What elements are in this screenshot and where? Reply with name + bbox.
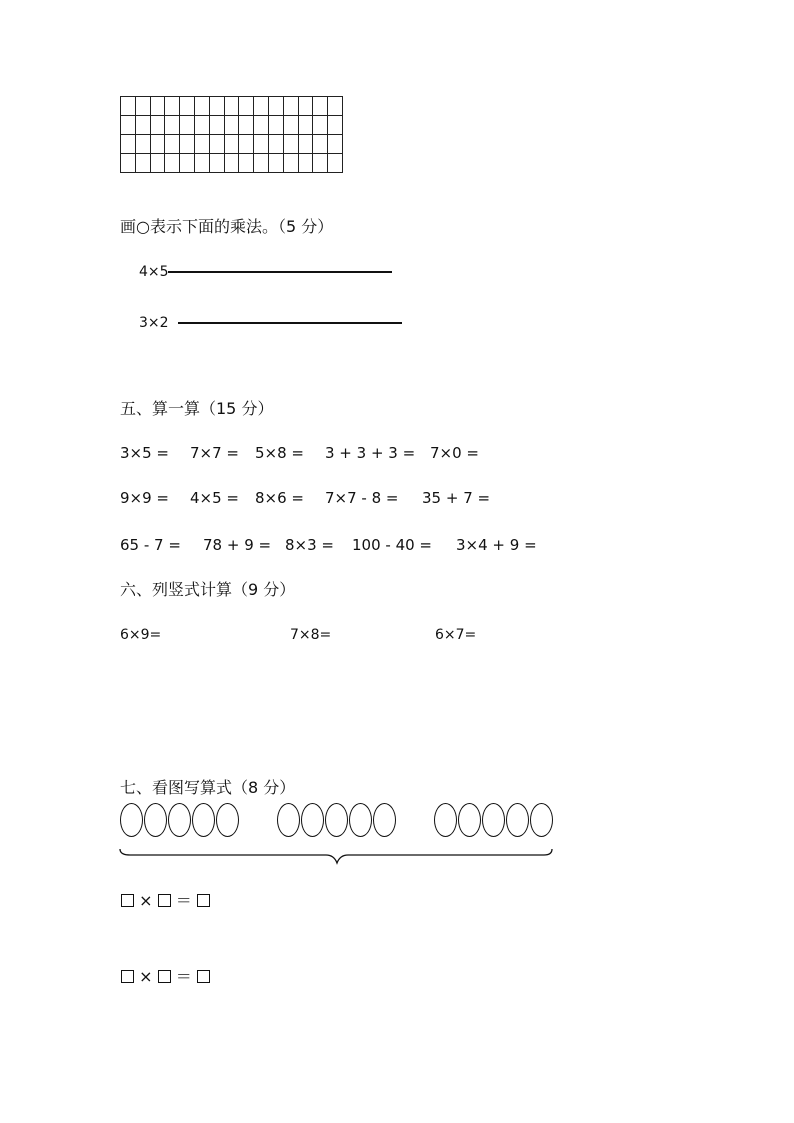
- section-vertical-title: 六、列竖式计算（9 分）: [120, 580, 296, 599]
- curly-brace-icon: [118, 847, 556, 867]
- blank-box[interactable]: [197, 970, 210, 983]
- section-picture-title: 七、看图写算式（8 分）: [120, 778, 296, 797]
- draw-item-1: 4×5: [139, 264, 169, 280]
- calc-item: 7×7 =: [190, 444, 239, 462]
- calc-item: 4×5 =: [190, 489, 239, 507]
- blank-box[interactable]: [158, 894, 171, 907]
- draw-item-2: 3×2: [139, 315, 169, 331]
- calc-item: 35 + 7 =: [422, 489, 491, 507]
- calc-item: 7×0 =: [430, 444, 479, 462]
- calc-item: 3 + 3 + 3 =: [325, 444, 416, 462]
- blank-box[interactable]: [121, 894, 134, 907]
- section-calc-title: 五、算一算（15 分）: [120, 399, 274, 418]
- calc-item: 5×8 =: [255, 444, 304, 462]
- calc-item: 100 - 40 =: [352, 536, 433, 554]
- calc-item: 8×6 =: [255, 489, 304, 507]
- equation-2: [121, 964, 210, 987]
- vertical-item-2: 7×8=: [290, 627, 332, 643]
- calc-item: 3×4 + 9 =: [456, 536, 537, 554]
- answer-line-1[interactable]: [168, 271, 392, 273]
- times-sign: ×: [139, 891, 153, 910]
- equation-1: [121, 888, 210, 911]
- blank-box[interactable]: [197, 894, 210, 907]
- vertical-item-3: 6×7=: [435, 627, 477, 643]
- equals-sign: ＝: [175, 967, 192, 986]
- writing-grid: [120, 96, 343, 173]
- blank-box[interactable]: [158, 970, 171, 983]
- calc-item: 78 + 9 =: [203, 536, 272, 554]
- answer-line-2[interactable]: [178, 322, 402, 324]
- calc-item: 9×9 =: [120, 489, 169, 507]
- calc-item: 8×3 =: [285, 536, 334, 554]
- times-sign: ×: [139, 967, 153, 986]
- equals-sign: ＝: [175, 891, 192, 910]
- calc-item: 3×5 =: [120, 444, 169, 462]
- section-draw-title: 画○表示下面的乘法。（5 分）: [120, 217, 334, 236]
- calc-item: 65 - 7 =: [120, 536, 181, 554]
- calc-item: 7×7 - 8 =: [325, 489, 399, 507]
- vertical-item-1: 6×9=: [120, 627, 162, 643]
- blank-box[interactable]: [121, 970, 134, 983]
